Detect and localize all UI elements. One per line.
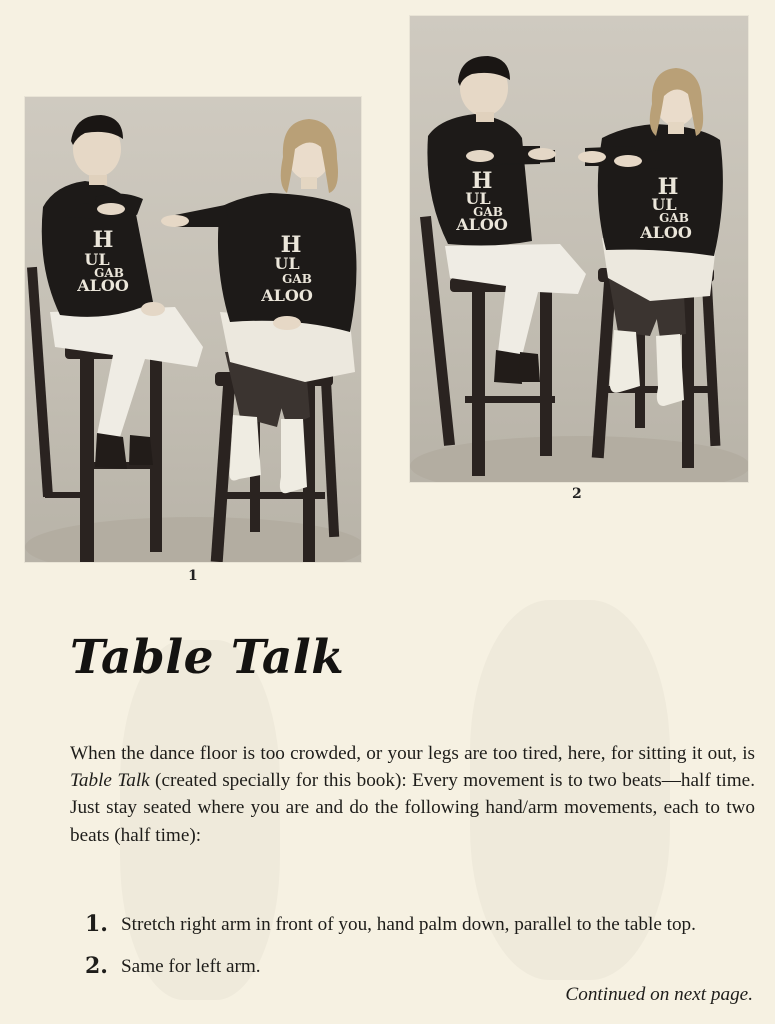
photo-1-illustration [25,97,361,562]
step-number: 2. [85,953,108,980]
photo-1-caption: 1 [188,568,198,584]
svg-text:ALOO: ALOO [261,286,313,305]
step-text: Same for left arm. [121,956,261,978]
svg-text:GAB: GAB [94,266,124,280]
svg-text:UL: UL [651,195,677,214]
intro-emphasis: Table Talk [70,770,150,792]
svg-text:H: H [280,232,302,258]
step-text: Stretch right arm in front of you, hand palm down, parallel to the table top. [121,914,696,935]
step-number: 1. [85,911,108,937]
intro-text-part2: (created specially for this book): Every movement is to two beats—half time. Just stay seated where you are and do the following hand/arm movements, each to two beats (half time): [70,770,755,846]
svg-text:UL: UL [465,189,491,208]
intro-paragraph [70,740,755,849]
svg-text:ALOO: ALOO [456,215,508,234]
svg-text:ALOO: ALOO [640,223,692,242]
intro-text-part1: When the dance floor is too crowded, or your legs are too tired, here, for sitting it out, is [70,743,755,764]
svg-text:ALOO: ALOO [77,276,129,295]
list-item [85,953,755,980]
page-title: Table Talk [70,630,345,685]
list-item [85,911,755,938]
photo-2-caption: 2 [572,486,582,502]
svg-text:UL: UL [274,254,300,273]
svg-text:GAB: GAB [473,205,503,219]
photo-2 [410,16,748,482]
photo-1 [25,97,361,562]
svg-text:H: H [92,227,114,253]
continued-note: Continued on next page. [565,984,753,1005]
svg-text:H: H [471,168,493,194]
photo-2-illustration [410,16,748,482]
svg-text:GAB: GAB [659,211,689,225]
steps-list [85,911,755,980]
svg-text:H: H [657,174,679,200]
svg-text:UL: UL [84,250,110,269]
svg-text:GAB: GAB [282,272,312,286]
